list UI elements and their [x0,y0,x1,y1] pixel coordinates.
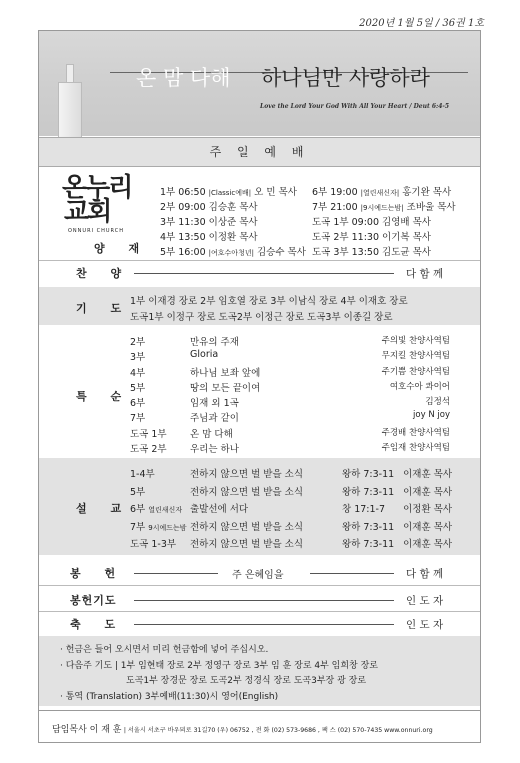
banner-title-white: 온 맘 다해 [136,66,231,90]
divider [39,710,480,711]
list-item: 2부 만유의 주재 주의빛 찬양사역팀 [130,336,450,348]
issue-date: 2020년 1월 5일 / 36권 1호 [359,18,484,29]
list-item: 7부 주님과 같이 joy N joy [130,410,450,425]
benediction-value: 인 도 자 [406,619,444,631]
special-label: 특 순 [76,390,132,403]
cross-tower-top [66,64,74,84]
special-list [130,334,450,456]
section-title: 주 일 예 배 [39,137,480,167]
benediction-label: 축 도 [70,618,126,631]
footer [52,722,433,735]
service-row: 2부 09:00 김승훈 목사 [160,202,258,213]
service-row: 7부 21:00 |9시예드는밤| 조바울 목사 [312,202,456,213]
note-translation: · 통역 (Translation) 3부예배(11:30)시 영어(English) [60,692,279,702]
prayer-label: 기 도 [76,302,132,315]
service-row: 1부 06:50 |Classic예배| 오 민 목사 [160,187,297,198]
prayer-line-1: 1부 이재경 장로 2부 임호열 장로 3부 이남식 장로 4부 이재호 장로 [130,296,408,307]
note-next-prayer: · 다음주 기도 | 1부 임현태 장로 2부 정영구 장로 3부 임 훈 장로 4부 임희창 장로 [60,661,379,671]
service-row: 도곡 3부 13:50 김도균 목사 [312,247,431,258]
praise-line [134,273,394,274]
praise-value: 다 함 께 [406,268,444,280]
list-item: 6부 임재 외 1곡 김정석 [130,397,450,410]
divider [39,260,480,261]
note-offering: · 헌금은 들어 오시면서 미리 헌금함에 넣어 주십시오. [60,645,269,655]
banner-title-dark: 하나님만 사랑하라 [261,66,430,90]
list-item: 7부 9시예드는밤 전하지 않으면 벌 받을 소식 왕하 7:3-11 이재훈 목사 [130,521,452,533]
list-item: 5부 전하지 않으면 벌 받을 소식 왕하 7:3-11 이재훈 목사 [130,486,452,498]
service-row: 도곡 1부 09:00 김영배 목사 [312,217,431,228]
praise-label: 찬 양 [76,267,132,280]
church-logo-line1: 온누리 [62,173,132,203]
note-next-prayer-2: 도곡1부 장경문 장로 도곡2부 정경식 장로 도곡3부장 광 장로 [126,676,367,686]
list-item: 6부 열린새신자 출발선에 서다 창 17:1-7 이정환 목사 [130,504,452,515]
church-logo-line2: 교회 [64,197,111,227]
offering-line-left [134,573,218,574]
list-item: 1-4부 전하지 않으면 벌 받을 소식 왕하 7:3-11 이재훈 목사 [130,469,452,480]
divider [39,611,480,612]
service-row: 3부 11:30 이상준 목사 [160,217,258,228]
service-row: 4부 13:50 이정환 목사 [160,232,258,243]
offering-hymn: 주 은혜임을 [232,570,284,581]
list-item: 도곡 1-3부 전하지 않으면 벌 받을 소식 왕하 7:3-11 이재훈 목사 [130,539,452,550]
list-item: 3부 Gloria 무지킬 찬양사역팀 [130,349,450,364]
offering-label: 봉 헌 [70,567,126,580]
footer-pastor: 담임목사 이 재 훈 [52,725,122,735]
banner-subtitle: Love the Lord Your God With All Your Heart / Deut 6:4-5 [260,103,450,110]
footer-address: | 서울시 서초구 바우뫼로 31길70 (우) 06752 , 전 화 (02) 573-9686 , 팩 스 (02) 570-7435 www.onnuri.org [123,727,433,734]
offering-prayer-label: 봉헌기도 [70,594,117,607]
list-item: 도곡 2부 우리는 하나 주임재 찬양사역팀 [130,443,450,456]
divider [39,585,480,586]
cross-tower-image [58,82,82,138]
offering-value: 다 함 께 [406,568,444,580]
benediction-line [134,624,394,625]
list-item: 도곡 1부 온 맘 다해 주경배 찬양사역팀 [130,427,450,440]
offering-prayer-line [134,600,394,601]
church-logo-english: ONNURI CHURCH [68,228,125,234]
offering-line-right [310,573,394,574]
sermon-label: 설 교 [76,502,132,515]
sermon-list [130,466,452,554]
service-row: 도곡 2부 11:30 이기복 목사 [312,232,431,243]
service-row: 6부 19:00 |열린새신자| 홍기완 목사 [312,187,452,198]
yangjae-label: 양 재 [94,242,150,255]
list-item: 5부 땅의 모든 끝이여 여호수아 콰이어 [130,381,450,394]
services-left [160,184,306,259]
services-right [312,184,456,259]
service-row: 5부 16:00 |여호수아청년| 김승수 목사 [160,247,306,258]
prayer-line-2: 도곡1부 이정구 장로 도곡2부 이정근 장로 도곡3부 이종길 장로 [130,312,393,323]
offering-prayer-value: 인 도 자 [406,595,444,607]
list-item: 4부 하나님 보좌 앞에 주기쁨 찬양사역팀 [130,366,450,379]
